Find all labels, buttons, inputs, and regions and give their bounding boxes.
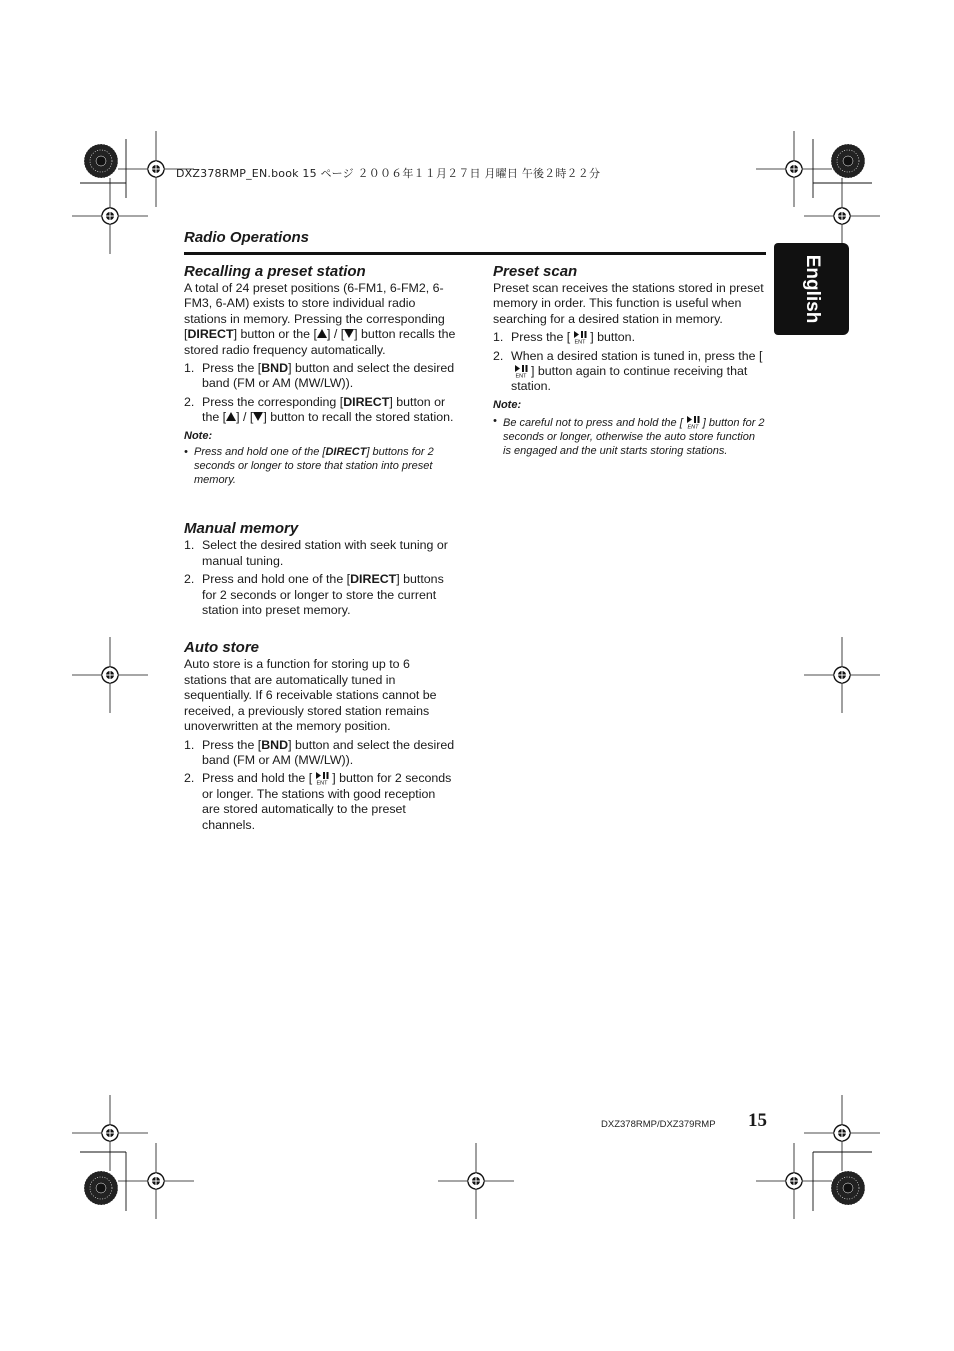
recall-steps: [184, 361, 456, 426]
svg-text:ENT: ENT: [316, 780, 328, 786]
triangle-down-icon: [344, 329, 354, 338]
footer-model: DXZ378RMP/DXZ379RMP: [601, 1119, 716, 1130]
play-pause-ent-icon: [511, 364, 531, 378]
list-item: 1. Select the desired station with seek tuning or manual tuning.: [184, 538, 448, 568]
language-tab-label: English: [801, 254, 823, 324]
list-item: 1. Press the [BND] button and select the desired band (FM or AM (MW/LW)).: [184, 737, 455, 767]
manual-title: Manual memory: [184, 520, 299, 538]
scan-intro: Preset scan receives the stations stored in preset memory in order. This function is useful when searching for a desired station in memory.: [493, 281, 764, 326]
page-number: 15: [748, 1110, 767, 1131]
recall-note: • Press and hold one of the [DIRECT] buttons for 2 seconds or longer to store that station into preset memory.: [184, 446, 434, 486]
section-title: Radio Operations: [184, 229, 310, 246]
list-item: 2. When a desired station is tuned in, press the [ ENT ] button again to continue receiving that station.: [493, 348, 763, 394]
recall-intro: A total of 24 preset positions (6-FM1, 6-FM2, 6-FM3, 6-AM) exists to store individual radio stations in memory. Pressing the corresponding [DIRECT] button or the [ ] / [ ] button recalls the stored radio frequency automatically.: [184, 281, 456, 357]
recall-title: Recalling a preset station: [184, 263, 366, 280]
file-header-line: DXZ378RMP_EN.book 15 ページ ２００６年１１月２７日 月曜日 午後２時２２分: [176, 167, 601, 180]
play-pause-ent-icon: [683, 415, 703, 429]
svg-text:ENT: ENT: [574, 339, 586, 345]
note-label: Note:: [184, 429, 213, 442]
list-item: 1. Press the [ ENT ] button.: [493, 330, 636, 345]
triangle-up-icon: [226, 412, 236, 421]
list-item: 2. Press the corresponding [DIRECT] button or the [ ] / [ ] button to recall the stored station.: [184, 394, 454, 425]
list-item: 1. Press the [BND] button and select the desired band (FM or AM (MW/LW)).: [184, 361, 455, 391]
scan-steps: [493, 330, 765, 395]
play-pause-ent-icon: [570, 330, 590, 344]
section-rule: [184, 252, 766, 255]
list-item: 2. Press and hold the [ ENT ] button for 2 seconds or longer. The stations with good reception are stored automatically to the preset channels.: [184, 771, 452, 832]
scan-title: Preset scan: [493, 263, 578, 280]
triangle-down-icon: [253, 412, 263, 421]
manual-section: [184, 519, 456, 618]
play-pause-ent-icon: [312, 771, 332, 785]
right-column: [493, 262, 765, 473]
recall-section: [184, 262, 456, 487]
triangle-up-icon: [317, 329, 327, 338]
auto-intro: Auto store is a function for storing up to 6 stations that are automatically tuned in sequentially. If 6 receivable stations cannot be received, a previously stored station remains unoverwritten at the memory position.: [184, 657, 437, 734]
svg-text:ENT: ENT: [515, 373, 527, 379]
manual-steps: [184, 538, 456, 618]
svg-text:ENT: ENT: [687, 424, 699, 430]
note-label: Note:: [493, 398, 522, 411]
scan-note: • Be careful not to press and hold the [ ENT ] button for 2 seconds or longer, otherwise the auto store function is engaged and the unit starts storing stations.: [493, 415, 765, 457]
auto-steps: [184, 738, 456, 833]
left-column: [184, 262, 456, 847]
list-item: 2. Press and hold one of the [DIRECT] buttons for 2 seconds or longer to store the current station into preset memory.: [184, 572, 444, 618]
auto-title: Auto store: [184, 639, 259, 657]
language-tab: [774, 243, 849, 335]
scan-section: [493, 262, 765, 459]
auto-section: [184, 638, 456, 832]
